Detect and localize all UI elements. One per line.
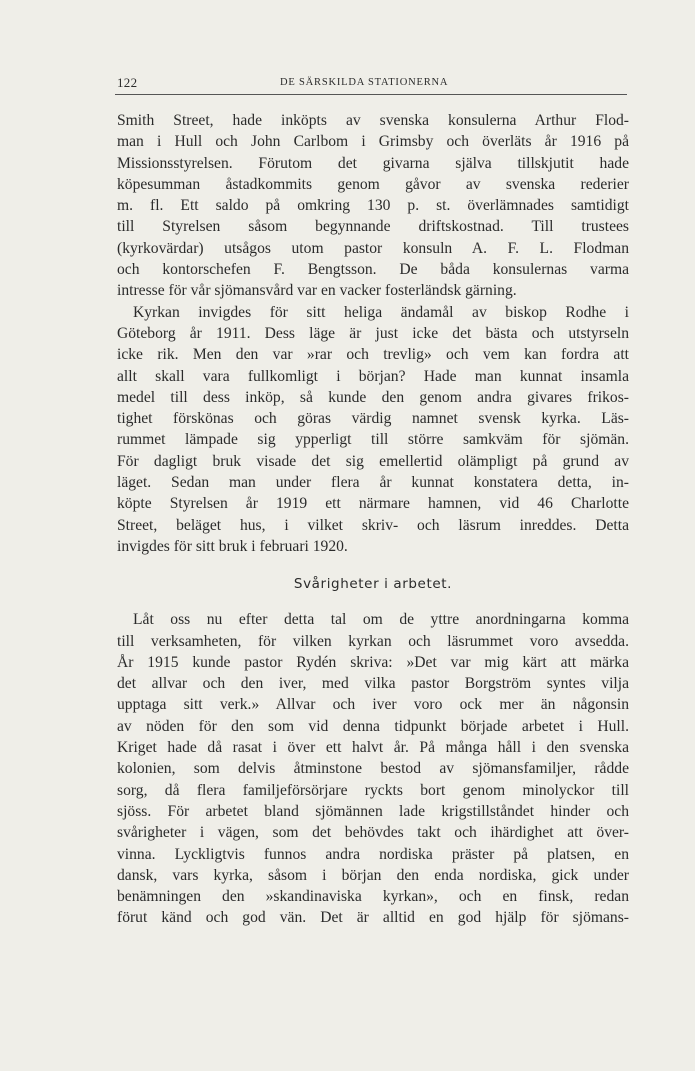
text-line: sorg, då flera familjeförsörjare ryckts bort genom minolyckor till [117,781,629,799]
text-line: av nöden för den som vid denna tidpunkt började arbetet i Hull. [117,717,629,735]
text-line: Göteborg år 1911. Dess läge är just icke det bästa och utstyrseln [117,324,629,342]
text-line: Smith Street, hade inköpts av svenska konsulerna Arthur Flod- [117,112,629,129]
text-line: För dagligt bruk visade det sig emellertid olämpligt på grund av [117,452,629,470]
text-line: man i Hull och John Carlbom i Grimsby och överläts år 1916 på [117,133,629,151]
paragraph-1 [117,110,629,302]
text-line: Låt oss nu efter detta tal om de yttre anordningarna komma [133,611,629,629]
text-line: invigdes för sitt bruk i februari 1920. [117,537,348,555]
text-line: förut känd och god vän. Det är alltid en god hjälp för sjömans- [117,909,629,927]
text-line: intresse för vår sjömansvård var en vacker fosterländsk gärning. [117,282,517,300]
text-line: rummet lämpade sig ypperligt till större samkväm för sjömän. [117,431,629,449]
text-line: År 1915 kunde pastor Rydén skriva: »Det var mig kärt att märka [117,653,629,671]
text-line: benämningen den »skandinaviska kyrkan», och en finsk, redan [117,888,629,906]
text-line: köpesumman åstadkommits genom gåvor av svenska rederier [117,175,629,193]
text-line: tighet förskönas och göras värdig namnet svensk kyrka. Läs- [117,410,629,428]
text-line: upptaga sitt verk.» Allvar och iver voro ock mer än någonsin [117,696,629,714]
text-line: allt skall vara fullkomligt i början? Hade man kunnat insamla [117,367,629,385]
text-line: Kriget hade då rasat i över ett halvt år. På många håll i den svenska [117,739,629,757]
text-line: till Styrelsen såsom begynnande driftskostnad. Till trustees [117,218,629,236]
text-line: dansk, vars kyrka, såsom i början den enda nordiska, gick under [117,866,629,884]
text-line: medel till dess inköp, så kunde den genom andra givares frikos- [117,388,629,406]
text-line: till verksamheten, för vilken kyrkan och läsrummet voro avsedda. [117,632,629,650]
text-line: vinna. Lyckligtvis funnos andra nordiska präster på platsen, en [117,845,629,863]
text-line: köpte Styrelsen år 1919 ett närmare hamnen, vid 46 Charlotte [117,495,629,513]
running-title: DE SÄRSKILDA STATIONERNA [280,77,449,88]
text-line: kolonien, som delvis åtminstone bestod av sjömansfamiljer, rådde [117,760,629,778]
page-header [115,74,627,95]
section-heading: Svårigheter i arbetet. [293,576,453,593]
text-line: icke rik. Men den var »rar och trevlig» och vem kan fordra att [117,346,629,364]
paragraph-2 [117,302,629,558]
text-line: Kyrkan invigdes för sitt heliga ändamål av biskop Rodhe i [133,303,629,321]
text-line: sjöss. För arbetet bland sjömännen lade krigstillståndet hinder och [117,802,629,820]
text-line: Missionsstyrelsen. Förutom det givarna själva tillskjutit hade [117,154,629,172]
text-line: läget. Sedan man under flera år kunnat konstatera detta, in- [117,474,629,492]
text-line: svårigheter i vägen, som det behövdes takt och ihärdighet att över- [117,824,629,842]
page-number: 122 [117,75,138,90]
text-line: m. fl. Ett saldo på omkring 130 p. st. överlämnades samtidigt [117,197,629,215]
text-line: (kyrkovärdar) utsågos utom pastor konsuln A. F. L. Flodman [117,239,629,257]
text-line: det allvar och den iver, med vilka pastor Borgström syntes vilja [117,675,629,693]
text-line: och kontorschefen F. Bengtsson. De båda konsulernas varma [117,261,629,279]
body-text [117,110,629,929]
text-line: Street, beläget hus, i vilket skriv- och läsrum inreddes. Detta [117,516,629,534]
paragraph-3 [117,609,629,928]
